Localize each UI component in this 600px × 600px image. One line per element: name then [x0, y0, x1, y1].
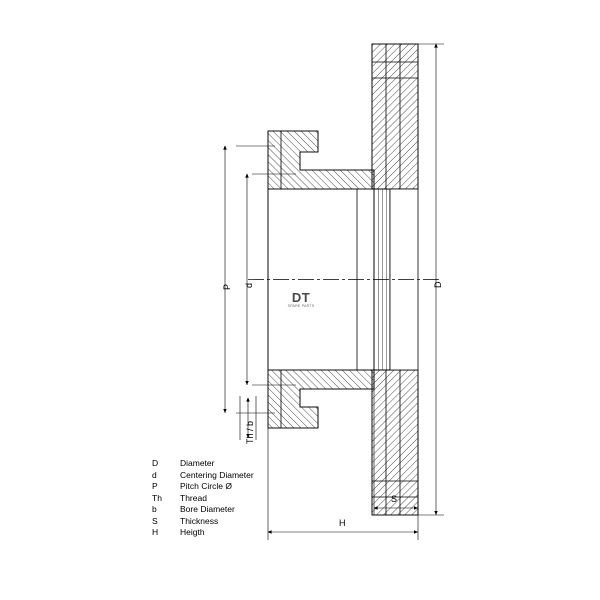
legend	[152, 458, 412, 539]
dimension-label-P: P	[222, 283, 232, 290]
dt-spare-parts-logo	[283, 291, 319, 309]
legend-row	[152, 458, 412, 470]
dimension-label-d: d	[244, 282, 254, 288]
logo-brand-text: DT	[291, 290, 311, 305]
dimension-label-H: H	[339, 518, 346, 528]
logo-tagline-text: SPARE PARTS	[287, 304, 315, 308]
legend-text: Bore Diameter	[180, 504, 235, 514]
legend-row	[152, 481, 412, 493]
legend-symbol: d	[152, 469, 157, 480]
legend-symbol: Th	[152, 492, 162, 503]
legend-symbol: P	[152, 481, 158, 491]
legend-row	[152, 516, 412, 528]
dimension-label-Th-b: Th / b	[245, 420, 255, 444]
legend-text: Thickness	[180, 515, 219, 526]
legend-text: Thread	[180, 492, 207, 503]
legend-row	[152, 470, 412, 482]
legend-row	[152, 504, 412, 516]
legend-text: Diameter	[180, 458, 215, 468]
dimension-label-D: D	[433, 281, 443, 288]
legend-text: Pitch Circle Ø	[180, 481, 232, 491]
dimension-label-S: S	[391, 494, 398, 504]
legend-symbol: S	[152, 515, 158, 526]
legend-symbol: D	[152, 458, 159, 468]
legend-symbol: b	[152, 504, 157, 514]
legend-text: Centering Diameter	[180, 469, 254, 480]
legend-row	[152, 493, 412, 505]
legend-row	[152, 527, 412, 539]
legend-symbol: H	[152, 527, 159, 537]
legend-text: Heigth	[180, 527, 205, 537]
